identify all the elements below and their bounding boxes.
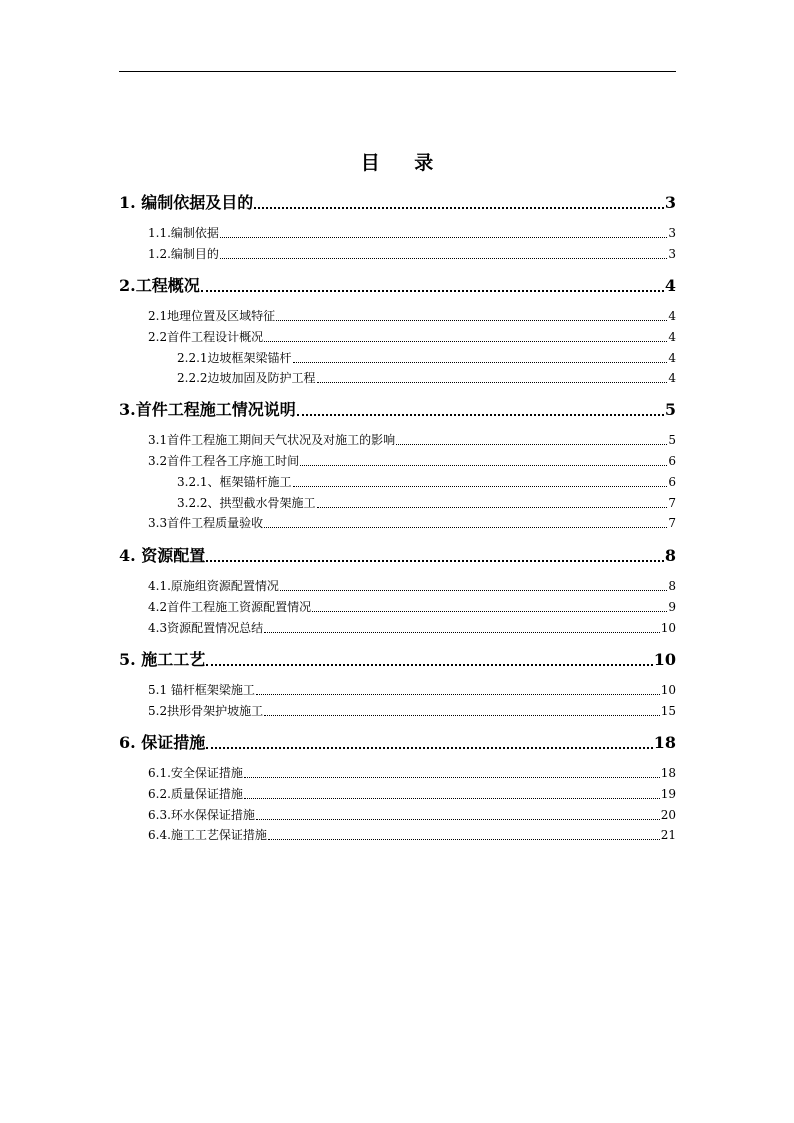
toc-entry-label: 3.2.2、拱型截水骨架施工	[177, 496, 316, 510]
toc-entry[interactable]	[148, 453, 676, 469]
toc-entry-page: 19	[660, 787, 676, 801]
toc-entry[interactable]	[148, 308, 676, 324]
toc-entry-page: 8	[668, 579, 676, 593]
toc-entry-page: 3	[668, 247, 676, 261]
toc-entry-label: 2.2.1边坡框架梁锚杆	[177, 351, 292, 365]
dot-leader	[206, 747, 652, 749]
toc-entry-page: 18	[653, 733, 676, 752]
toc-entry[interactable]	[177, 495, 676, 511]
toc-entry[interactable]	[148, 827, 676, 843]
toc-entry-label: 3.2首件工程各工序施工时间	[148, 454, 300, 468]
toc-entry-label: 1.2.编制目的	[148, 247, 219, 261]
dot-leader	[256, 694, 660, 695]
toc-entry[interactable]	[177, 370, 676, 386]
toc-entry[interactable]	[148, 682, 676, 698]
toc-entry-label: 3.1首件工程施工期间天气状况及对施工的影响	[148, 433, 396, 447]
toc-entry-label: 4.1.原施组资源配置情况	[148, 579, 279, 593]
toc-entry[interactable]	[148, 246, 676, 262]
toc-entry-page: 7	[668, 496, 676, 510]
toc-entry-label: 6.4.施工工艺保证措施	[148, 828, 267, 842]
toc-entry[interactable]	[148, 786, 676, 802]
toc-entry[interactable]	[148, 432, 676, 448]
dot-leader	[293, 362, 668, 363]
toc-entry-page: 5	[664, 400, 676, 419]
toc-entry-label: 2.工程概况	[119, 276, 200, 295]
toc-entry-label: 3.首件工程施工情况说明	[119, 400, 296, 419]
toc-entry-label: 6.3.环水保保证措施	[148, 808, 255, 822]
header-rule	[119, 71, 676, 72]
toc-entry[interactable]	[119, 546, 676, 566]
dot-leader	[220, 258, 667, 259]
toc-title: 目 录	[360, 152, 448, 174]
toc-entry-page: 4	[668, 330, 676, 344]
dot-leader	[317, 507, 668, 508]
toc-entry[interactable]	[148, 703, 676, 719]
toc-entry-page: 6	[668, 475, 676, 489]
toc-entry[interactable]	[119, 400, 676, 420]
dot-leader	[312, 611, 667, 612]
toc-entry[interactable]	[148, 807, 676, 823]
toc-entry-page: 10	[660, 683, 676, 697]
toc-entry[interactable]	[148, 329, 676, 345]
dot-leader	[317, 382, 668, 383]
toc-entry-page: 4	[668, 371, 676, 385]
dot-leader	[264, 341, 667, 342]
toc-entry-page: 20	[660, 808, 676, 822]
toc-entry[interactable]	[148, 599, 676, 615]
toc-entry[interactable]	[148, 515, 676, 531]
toc-entry[interactable]	[148, 578, 676, 594]
dot-leader	[264, 527, 667, 528]
toc-entry-page: 9	[668, 600, 676, 614]
toc-entry-label: 5.2拱形骨架护坡施工	[148, 704, 264, 718]
dot-leader	[206, 664, 652, 666]
toc-entry-label: 6.1.安全保证措施	[148, 766, 243, 780]
dot-leader	[300, 465, 667, 466]
toc-entry[interactable]	[119, 733, 676, 753]
toc-entry-label: 4. 资源配置	[119, 546, 206, 565]
toc-entry[interactable]	[177, 350, 676, 366]
toc-entry-label: 2.1地理位置及区域特征	[148, 309, 276, 323]
dot-leader	[244, 798, 660, 799]
toc-entry[interactable]	[148, 225, 676, 241]
toc-entry-page: 8	[664, 546, 676, 565]
dot-leader	[201, 290, 664, 292]
toc-entry-label: 2.2.2边坡加固及防护工程	[177, 371, 316, 385]
toc-entry-page: 10	[660, 621, 676, 635]
toc-entry[interactable]	[177, 474, 676, 490]
dot-leader	[276, 320, 667, 321]
toc-entry-page: 10	[653, 650, 676, 669]
toc-entry-page: 4	[668, 351, 676, 365]
toc-entry-page: 6	[668, 454, 676, 468]
dot-leader	[206, 560, 664, 562]
toc-entry-label: 2.2首件工程设计概况	[148, 330, 264, 344]
toc-entry-page: 18	[660, 766, 676, 780]
toc-entry-page: 5	[668, 433, 676, 447]
toc-entry-label: 4.2首件工程施工资源配置情况	[148, 600, 312, 614]
dot-leader	[297, 414, 664, 416]
dot-leader	[268, 839, 660, 840]
toc-entry-label: 5. 施工工艺	[119, 650, 206, 669]
toc-entry-page: 7	[668, 516, 676, 530]
toc-entry-label: 1.1.编制依据	[148, 226, 219, 240]
dot-leader	[396, 444, 667, 445]
dot-leader	[244, 777, 660, 778]
toc-entry-label: 6. 保证措施	[119, 733, 206, 752]
toc-entry[interactable]	[119, 193, 676, 213]
toc-entry-label: 3.2.1、框架锚杆施工	[177, 475, 292, 489]
toc-entry[interactable]	[148, 620, 676, 636]
dot-leader	[293, 486, 668, 487]
toc-entry[interactable]	[148, 765, 676, 781]
dot-leader	[220, 237, 667, 238]
dot-leader	[264, 632, 660, 633]
toc-entry-page: 4	[664, 276, 676, 295]
dot-leader	[264, 715, 660, 716]
toc-entry[interactable]	[119, 276, 676, 296]
dot-leader	[256, 819, 660, 820]
dot-leader	[254, 207, 664, 209]
dot-leader	[280, 590, 667, 591]
toc-entry-page: 3	[664, 193, 676, 212]
toc-entry-label: 4.3资源配置情况总结	[148, 621, 264, 635]
toc-entry-label: 3.3首件工程质量验收	[148, 516, 264, 530]
toc-entry-label: 1. 编制依据及目的	[119, 193, 254, 212]
toc-entry-page: 15	[660, 704, 676, 718]
toc-entry-label: 5.1 锚杆框架梁施工	[148, 683, 255, 697]
toc-entry-page: 21	[660, 828, 676, 842]
toc-entry-label: 6.2.质量保证措施	[148, 787, 243, 801]
toc-entry-page: 4	[668, 309, 676, 323]
toc-entry-page: 3	[668, 226, 676, 240]
toc-entry[interactable]	[119, 650, 676, 670]
